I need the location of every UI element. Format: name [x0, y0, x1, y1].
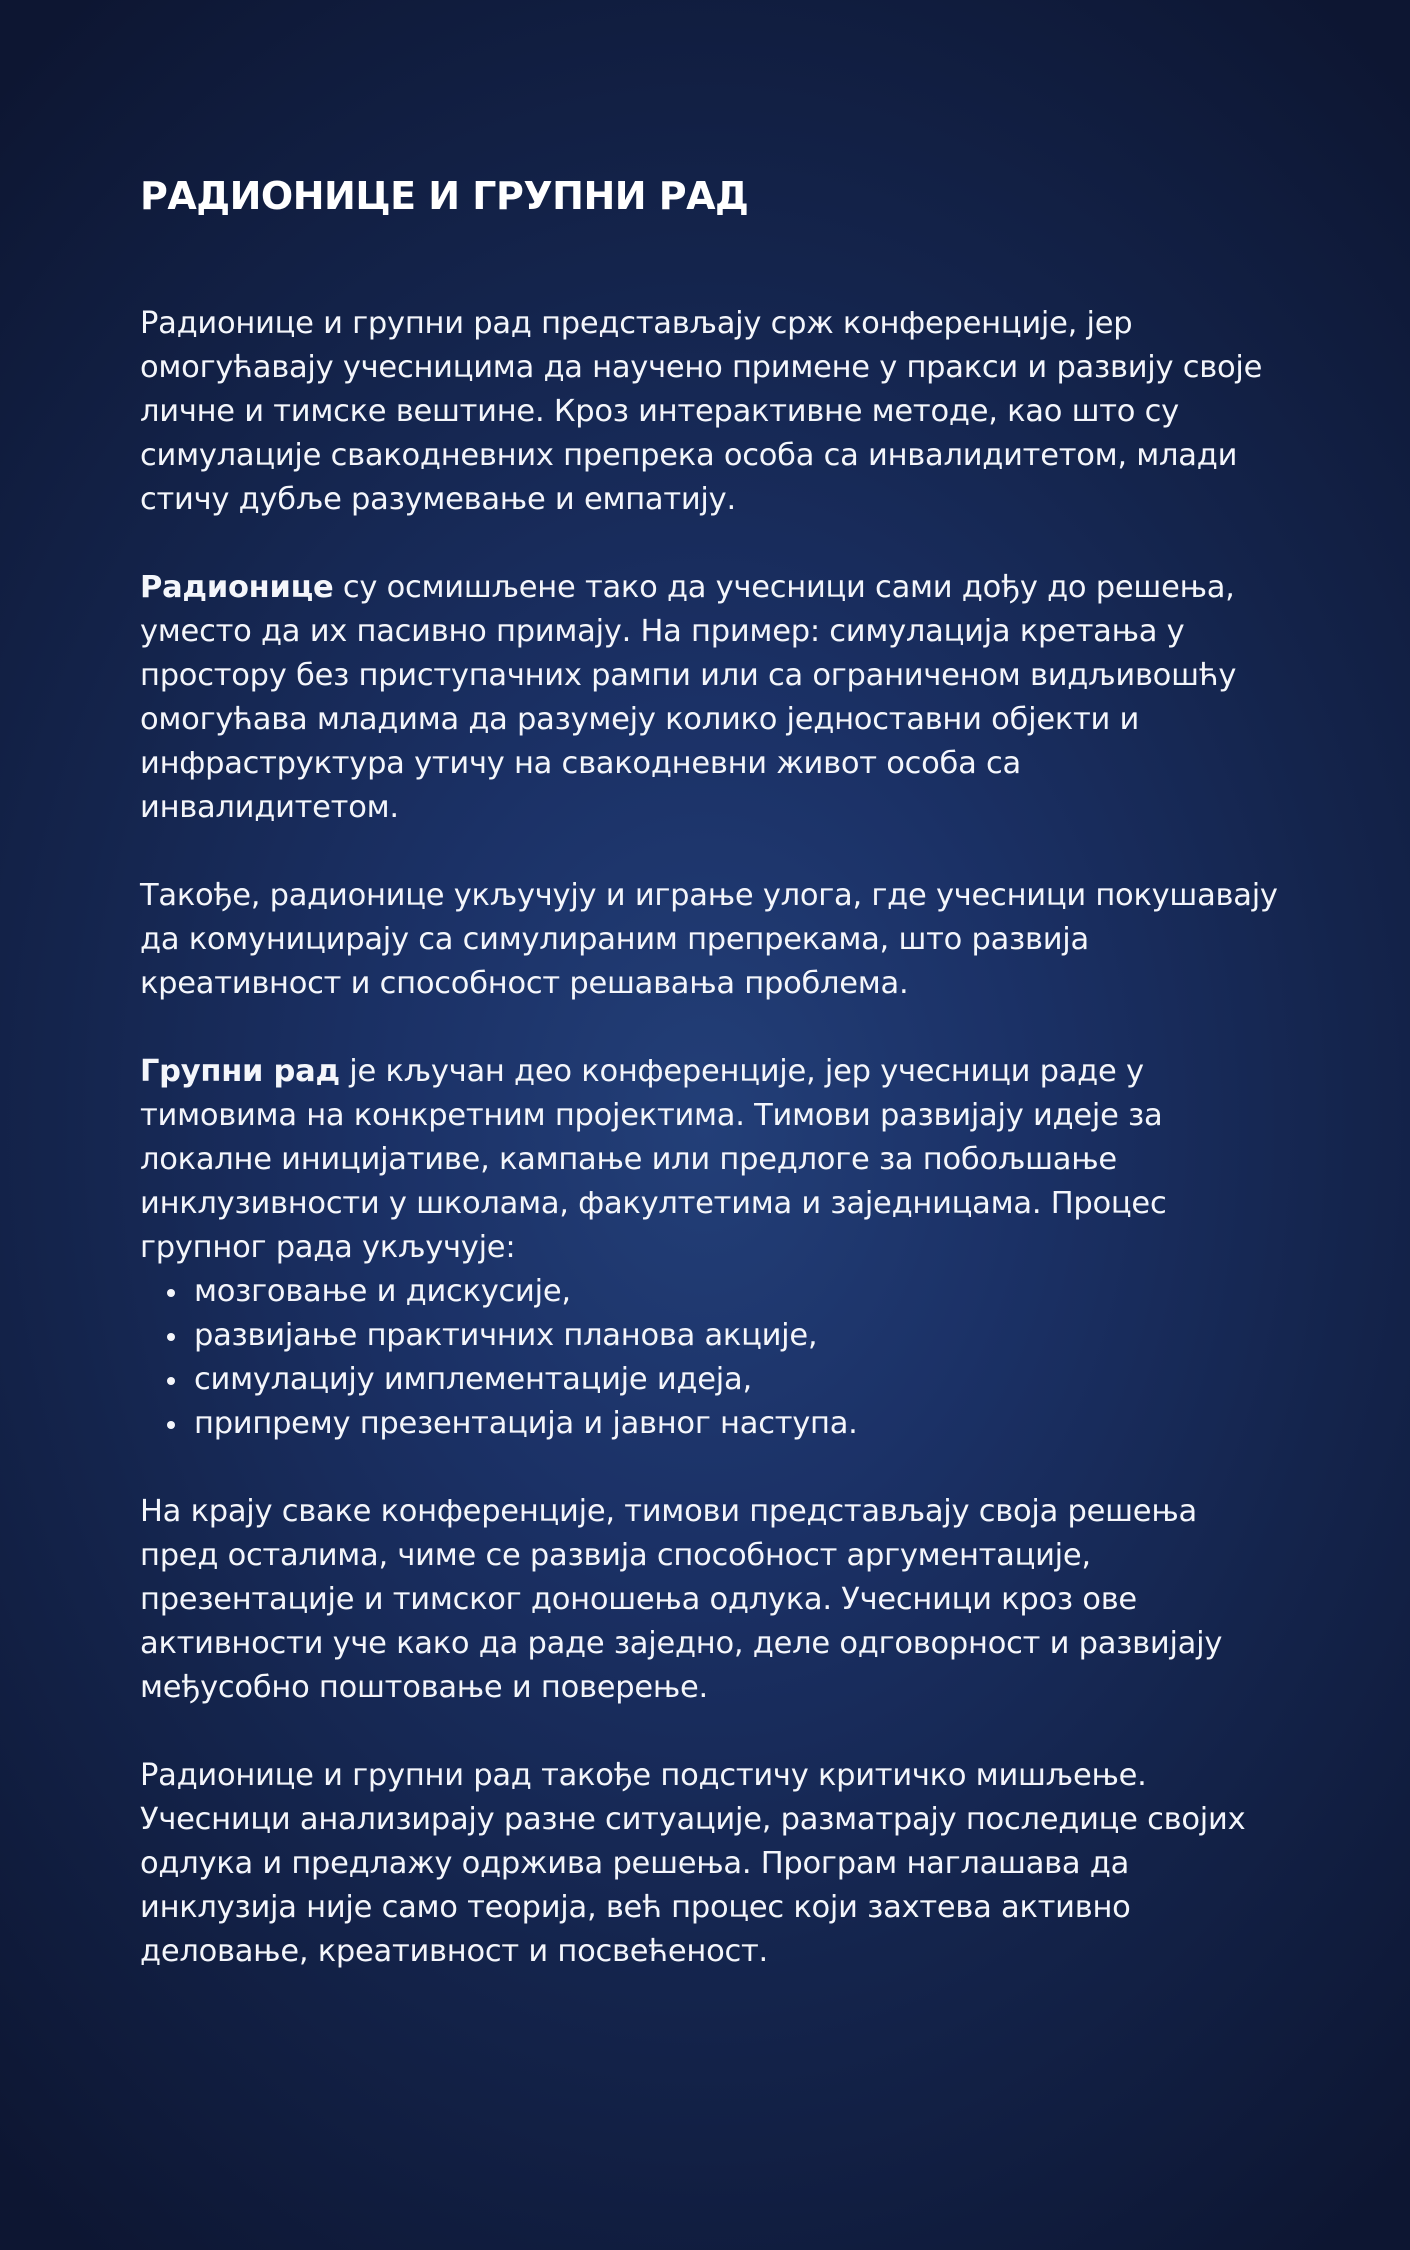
list-item: симулацију имплементације идеја,	[194, 1358, 1280, 1402]
paragraph-critical-thinking: Радионице и групни рад такође подстичу критичко мишљење. Учесници анализирају разне ситуације, разматрају последице својих одлука и предлажу одржива решења. Програм наглашава да инклузија није само теорија, већ процес који захтева активно деловање, креативност и посвећеност.	[140, 1758, 1246, 1969]
document-page	[140, 170, 1280, 2018]
document-body	[140, 302, 1280, 1974]
paragraph-role-play: Такође, радионице укључују и играње улога, где учесници покушавају да комуницирају са симулираним препрекама, што развија креативност и способност решавања проблема.	[140, 878, 1278, 1001]
workshops-text: су осмишљене тако да учесници сами дођу до решења, уместо да их пасивно примају. На пример: симулација кретања у простору без приступачних рампи или са ограниченом видљивошћу омогућава младима да разумеју колико једноставни објекти и инфраструктура утичу на свакодневни живот особа са инвалидитетом.	[140, 570, 1237, 825]
group-work-list	[140, 1270, 1280, 1446]
list-item: мозговање и дискусије,	[194, 1270, 1280, 1314]
group-work-text: је кључан део конференције, јер учесници раде у тимовима на конкретним пројектима. Тимови развијају идеје за локалне иницијативе, кампање или предлоге за побољшање инклузивности у школама, факултетима и заједницама. Процес групног рада укључује:	[140, 1054, 1167, 1265]
paragraph-presentations: На крају сваке конференције, тимови представљају своја решења пред осталима, чиме се развија способност аргументације, презентације и тимског доношења одлука. Учесници кроз ове активности уче како да раде заједно, деле одговорност и развијају међусобно поштовање и поверење.	[140, 1494, 1223, 1705]
paragraph-workshops	[140, 566, 1280, 830]
group-work-term: Групни рад	[140, 1054, 340, 1089]
page-title: РАДИОНИЦЕ И ГРУПНИ РАД	[140, 174, 749, 218]
paragraph-group-work	[140, 1050, 1280, 1270]
list-item: припрему презентација и јавног наступа.	[194, 1402, 1280, 1446]
paragraph-intro: Радионице и групни рад представљају срж конференције, јер омогућавају учесницима да научено примене у пракси и развију своје личне и тимске вештине. Кроз интерактивне методе, као што су симулације свакодневних препрека особа са инвалидитетом, млади стичу дубље разумевање и емпатију.	[140, 306, 1263, 517]
workshops-term: Радионице	[140, 570, 334, 605]
list-item: развијање практичних планова акције,	[194, 1314, 1280, 1358]
